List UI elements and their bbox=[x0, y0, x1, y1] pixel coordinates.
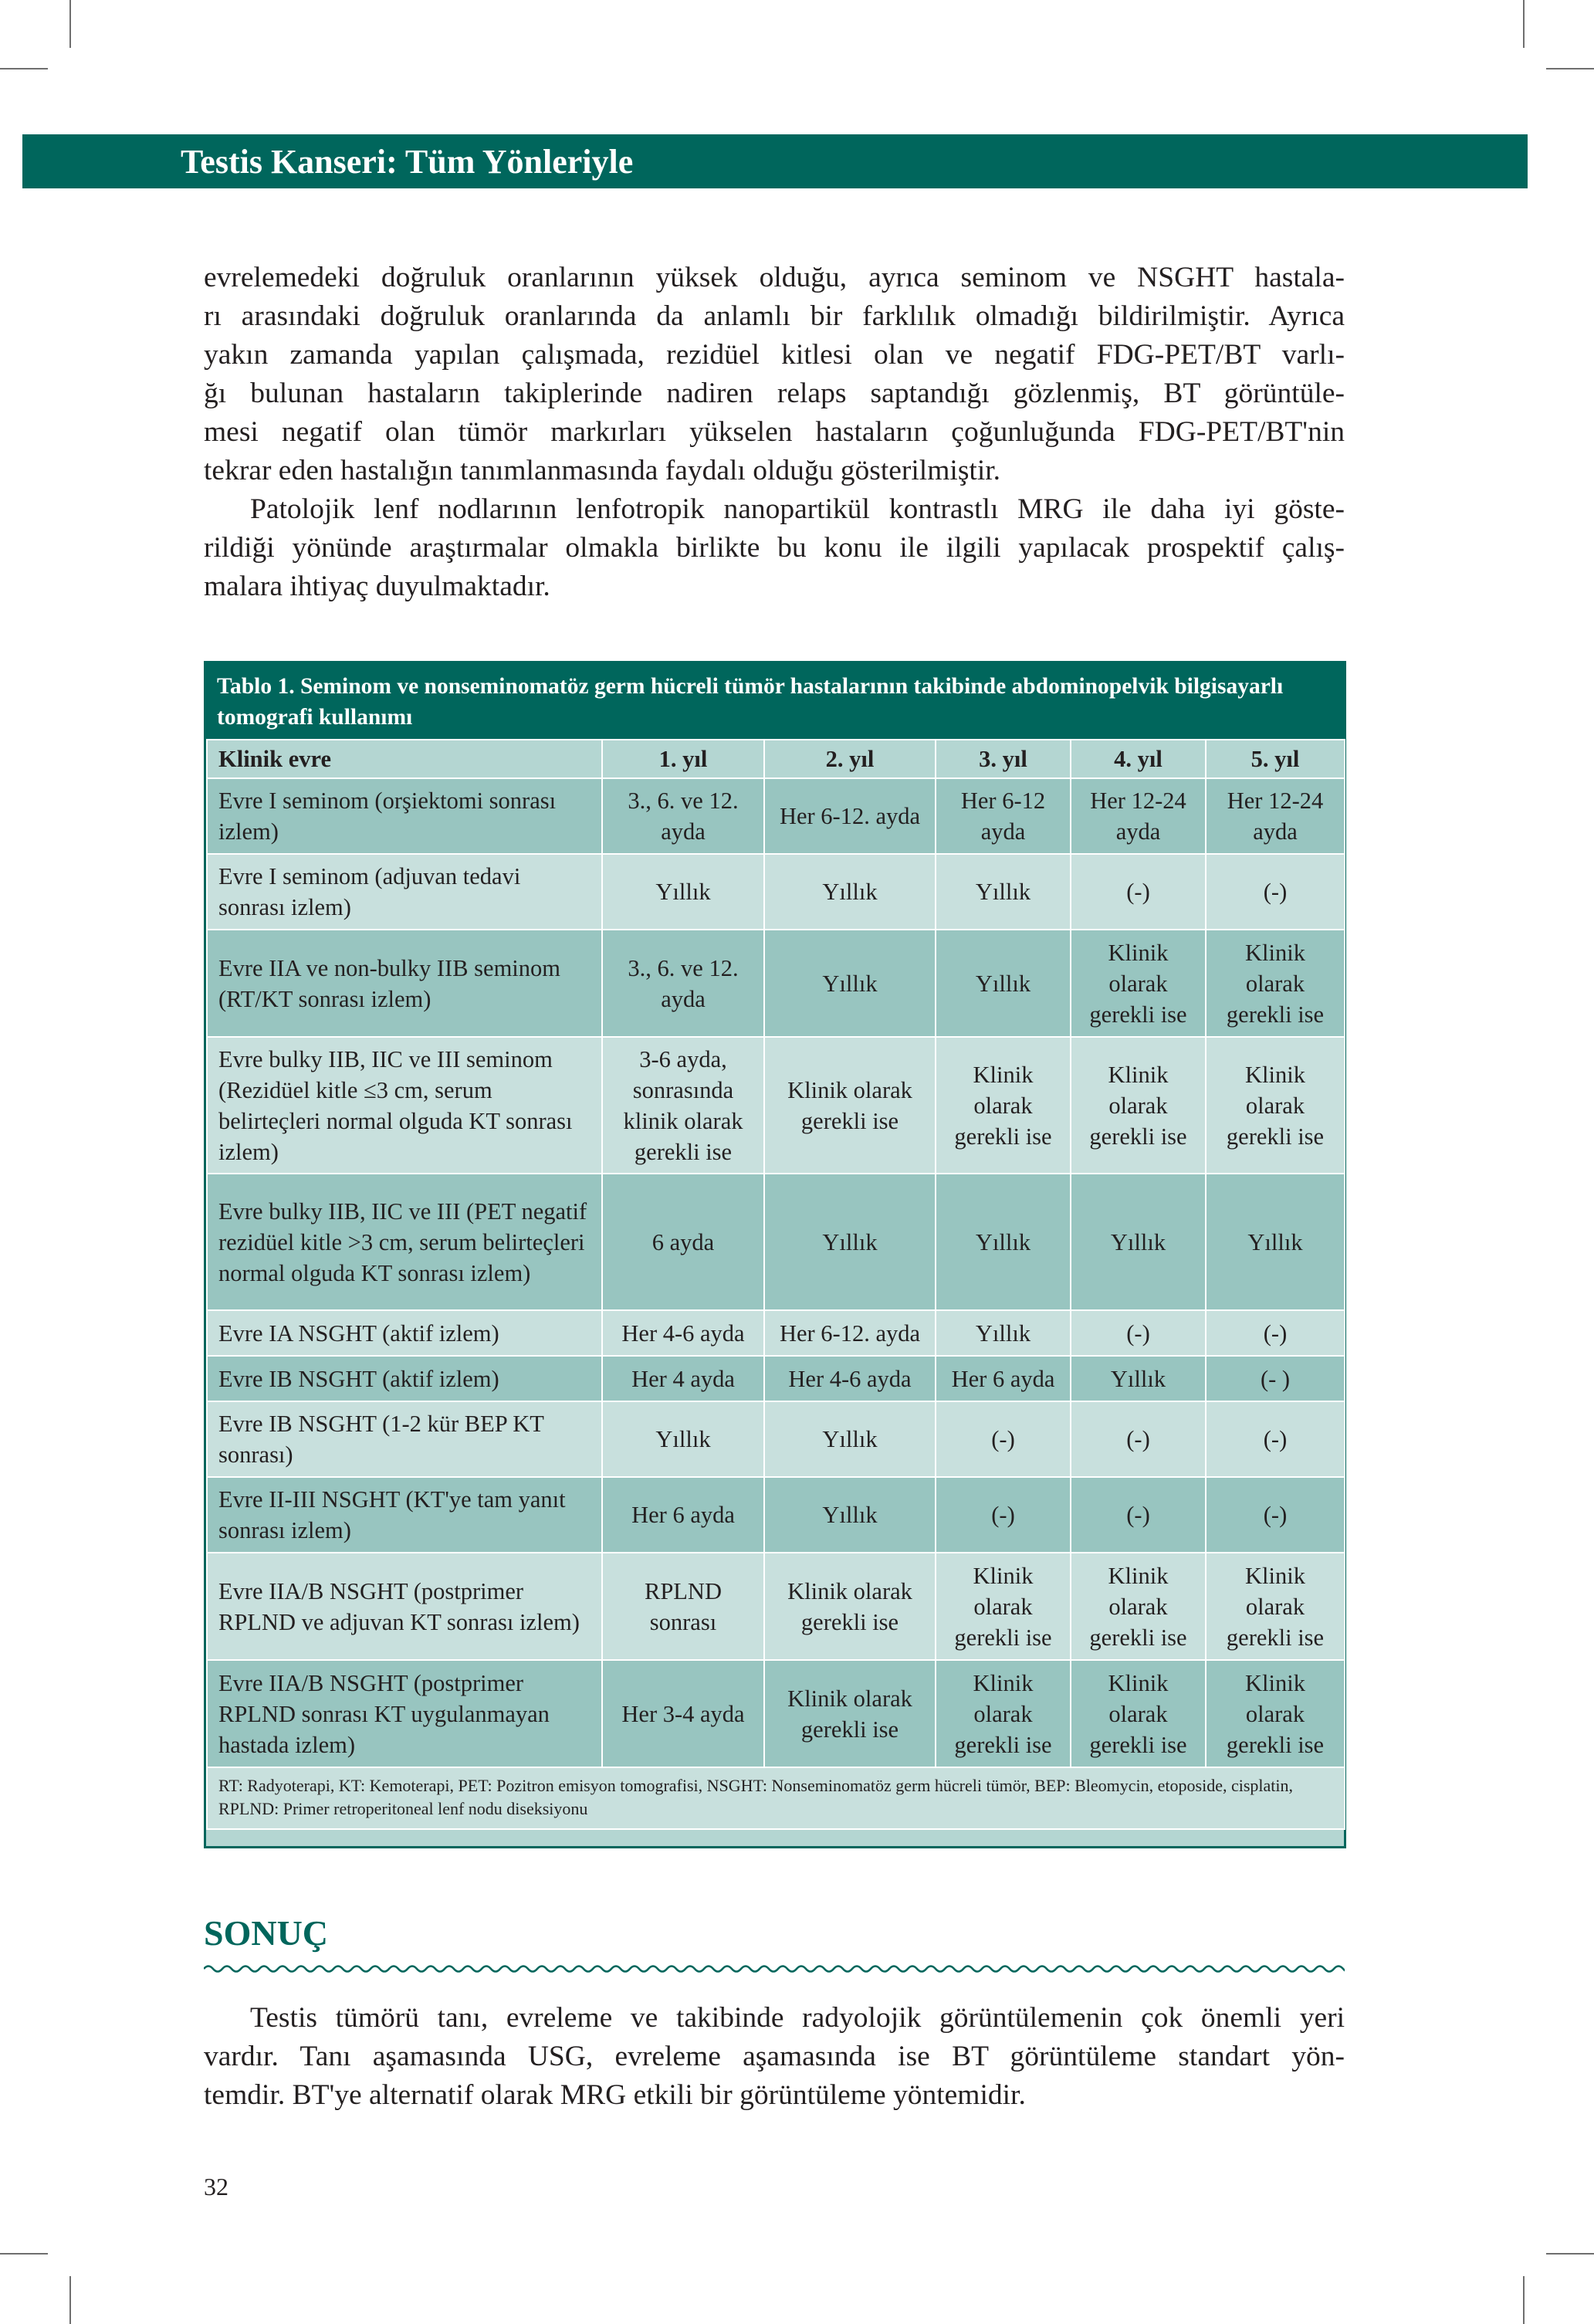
table-cell: Klinik olarak gerekli ise bbox=[1071, 1553, 1206, 1660]
table-cell: Evre I seminom (adjuvan tedavi sonrası izlem) bbox=[207, 854, 602, 930]
table-cell: Klinik olarak gerekli ise bbox=[936, 1660, 1071, 1767]
table-cell: 6 ayda bbox=[602, 1174, 764, 1310]
body-paragraph-3 bbox=[204, 1999, 1345, 2115]
crop-mark bbox=[69, 2276, 71, 2324]
table-cell: Yıllık bbox=[936, 1310, 1071, 1356]
table-cell: Yıllık bbox=[602, 1401, 764, 1477]
table-cell: Yıllık bbox=[602, 854, 764, 930]
table-cell: 3-6 ayda, sonrasında klinik olarak gerekli ise bbox=[602, 1037, 764, 1174]
table-cell: (-) bbox=[1206, 854, 1345, 930]
crop-mark bbox=[1546, 2253, 1594, 2255]
table-row bbox=[207, 1401, 1345, 1477]
table-cell: Klinik olarak gerekli ise bbox=[1206, 1553, 1345, 1660]
table-cell: Her 6 ayda bbox=[936, 1356, 1071, 1401]
table-row bbox=[207, 1660, 1345, 1767]
text-line: Testis tümörü tanı, evreleme ve takibinde radyolojik görüntülemenin çok önemli yeri bbox=[250, 2002, 1345, 2034]
text-line: ğı bulunan hastaların takiplerinde nadiren relaps saptandığı gözlenmiş, BT görüntüle- bbox=[204, 378, 1345, 409]
table-cell: Klinik olarak gerekli ise bbox=[1206, 1037, 1345, 1174]
table-cell: Klinik olarak gerekli ise bbox=[1206, 1660, 1345, 1767]
table-cell: Evre IA NSGHT (aktif izlem) bbox=[207, 1310, 602, 1356]
column-header: 5. yıl bbox=[1206, 740, 1345, 778]
table-cell: Yıllık bbox=[1206, 1174, 1345, 1310]
wavy-divider bbox=[204, 1961, 1345, 1977]
crop-mark bbox=[0, 2253, 48, 2255]
table-cell: Klinik olarak gerekli ise bbox=[764, 1037, 936, 1174]
table-cell: (-) bbox=[936, 1477, 1071, 1553]
table-row bbox=[207, 1174, 1345, 1310]
table-footnote-row bbox=[207, 1767, 1345, 1829]
table-cell: Klinik olarak gerekli ise bbox=[764, 1660, 936, 1767]
table-cell: 3., 6. ve 12. ayda bbox=[602, 930, 764, 1037]
table-cell: 3., 6. ve 12. ayda bbox=[602, 778, 764, 854]
text-line: rildiği yönünde araştırmalar olmakla birlikte bu konu ile ilgili yapılacak prospektif çalış- bbox=[204, 532, 1345, 564]
text-line: temdir. BT'ye alternatif olarak MRG etkili bir görüntüleme yöntemidir. bbox=[204, 2079, 1026, 2111]
table-cell: Her 4-6 ayda bbox=[764, 1356, 936, 1401]
table-row bbox=[207, 930, 1345, 1037]
table-cell: (-) bbox=[936, 1401, 1071, 1477]
table-cell: Evre IIA ve non-bulky IIB seminom (RT/KT sonrası izlem) bbox=[207, 930, 602, 1037]
table-cell: Her 4 ayda bbox=[602, 1356, 764, 1401]
table-cell: Her 6-12 ayda bbox=[936, 778, 1071, 854]
table-row bbox=[207, 854, 1345, 930]
table-cell: Yıllık bbox=[1071, 1174, 1206, 1310]
column-header: 1. yıl bbox=[602, 740, 764, 778]
table-cell: Yıllık bbox=[764, 1477, 936, 1553]
table-cell: (-) bbox=[1071, 854, 1206, 930]
table-cell: Evre II-III NSGHT (KT'ye tam yanıt sonrası izlem) bbox=[207, 1477, 602, 1553]
table-cell: Evre bulky IIB, IIC ve III (PET negatif rezidüel kitle >3 cm, serum belirteçleri normal olguda KT sonrası izlem) bbox=[207, 1174, 602, 1310]
table-row bbox=[207, 1310, 1345, 1356]
table-cell: (-) bbox=[1071, 1477, 1206, 1553]
table-cell: Yıllık bbox=[936, 930, 1071, 1037]
table-cell: Evre I seminom (orşiektomi sonrası izlem) bbox=[207, 778, 602, 854]
table-cell: Klinik olarak gerekli ise bbox=[1206, 930, 1345, 1037]
text-line: vardır. Tanı aşamasında USG, evreleme aşamasında ise BT görüntüleme standart yön- bbox=[204, 2041, 1345, 2072]
table-cell: (-) bbox=[1071, 1401, 1206, 1477]
table-cell: Her 6 ayda bbox=[602, 1477, 764, 1553]
table-cell: (- ) bbox=[1206, 1356, 1345, 1401]
table-cell: Yıllık bbox=[764, 1401, 936, 1477]
crop-mark bbox=[69, 0, 71, 48]
text-line: rı arasındaki doğruluk oranlarında da anlamlı bir farklılık olmadığı bildirilmiştir. Ayrıca bbox=[204, 300, 1345, 332]
table-cell: Evre IIA/B NSGHT (postprimer RPLND sonrası KT uygulanmayan hastada izlem) bbox=[207, 1660, 602, 1767]
table-cell: Yıllık bbox=[936, 1174, 1071, 1310]
data-table bbox=[206, 739, 1345, 1830]
table-cell: Klinik olarak gerekli ise bbox=[936, 1553, 1071, 1660]
crop-mark bbox=[1523, 0, 1525, 48]
text-line: Patolojik lenf nodlarının lenfotropik nanopartikül kontrastlı MRG ile daha iyi göste- bbox=[250, 493, 1345, 525]
table-header-row bbox=[207, 740, 1345, 778]
table-cell: Her 3-4 ayda bbox=[602, 1660, 764, 1767]
table-cell: Yıllık bbox=[764, 930, 936, 1037]
table-cell: (-) bbox=[1071, 1310, 1206, 1356]
table-cell: Klinik olarak gerekli ise bbox=[1071, 1037, 1206, 1174]
text-line: malara ihtiyaç duyulmaktadır. bbox=[204, 571, 550, 602]
table-cell: (-) bbox=[1206, 1477, 1345, 1553]
table-cell: Evre IB NSGHT (aktif izlem) bbox=[207, 1356, 602, 1401]
crop-mark bbox=[1523, 2276, 1525, 2324]
table-cell: Her 4-6 ayda bbox=[602, 1310, 764, 1356]
table-cell: Evre IIA/B NSGHT (postprimer RPLND ve adjuvan KT sonrası izlem) bbox=[207, 1553, 602, 1660]
table-cell: Yıllık bbox=[1071, 1356, 1206, 1401]
text-line: yakın zamanda yapılan çalışmada, rezidüel kitlesi olan ve negatif FDG-PET/BT varlı- bbox=[204, 339, 1345, 371]
body-paragraph-1 bbox=[204, 259, 1345, 490]
text-line: mesi negatif olan tümör markırları yükselen hastaların çoğunluğunda FDG-PET/BT'nin bbox=[204, 416, 1345, 448]
table-cell: Yıllık bbox=[764, 1174, 936, 1310]
section-heading: SONUÇ bbox=[204, 1913, 329, 1953]
table-cell: Yıllık bbox=[936, 854, 1071, 930]
body-paragraph-2 bbox=[204, 490, 1345, 606]
table-row bbox=[207, 778, 1345, 854]
table-1 bbox=[204, 661, 1346, 1848]
table-caption: Tablo 1. Seminom ve nonseminomatöz germ hücreli tümör hastalarının takibinde abdominopelvik bilgisayarlı tomografi kullanımı bbox=[206, 663, 1344, 739]
running-header: Testis Kanseri: Tüm Yönleriyle bbox=[181, 143, 634, 181]
table-cell: Evre bulky IIB, IIC ve III seminom (Rezidüel kitle ≤3 cm, serum belirteçleri normal olguda KT sonrası izlem) bbox=[207, 1037, 602, 1174]
table-cell: Her 6-12. ayda bbox=[764, 1310, 936, 1356]
table-cell: (-) bbox=[1206, 1310, 1345, 1356]
table-row bbox=[207, 1477, 1345, 1553]
table-row bbox=[207, 1037, 1345, 1174]
text-line: tekrar eden hastalığın tanımlanmasında faydalı olduğu gösterilmiştir. bbox=[204, 455, 1001, 486]
table-cell: RPLND sonrası bbox=[602, 1553, 764, 1660]
column-header: 4. yıl bbox=[1071, 740, 1206, 778]
table-cell: Her 12-24 ayda bbox=[1206, 778, 1345, 854]
table-cell: (-) bbox=[1206, 1401, 1345, 1477]
table-row bbox=[207, 1356, 1345, 1401]
table-cell: Klinik olarak gerekli ise bbox=[1071, 930, 1206, 1037]
table-cell: Evre IB NSGHT (1-2 kür BEP KT sonrası) bbox=[207, 1401, 602, 1477]
table-cell: Klinik olarak gerekli ise bbox=[936, 1037, 1071, 1174]
page-number: 32 bbox=[204, 2173, 228, 2200]
column-header: Klinik evre bbox=[207, 740, 602, 778]
column-header: 2. yıl bbox=[764, 740, 936, 778]
table-footnote: RT: Radyoterapi, KT: Kemoterapi, PET: Pozitron emisyon tomografisi, NSGHT: Nonseminomatöz germ hücreli tümör, BEP: Bleomycin, etoposide, cisplatin, RPLND: Primer retroperitoneal lenf nodu diseksiyonu bbox=[207, 1767, 1345, 1829]
crop-mark bbox=[1546, 68, 1594, 69]
crop-mark bbox=[0, 68, 48, 69]
text-line: evrelemedeki doğruluk oranlarının yüksek olduğu, ayrıca seminom ve NSGHT hastala- bbox=[204, 262, 1345, 293]
table-cell: Yıllık bbox=[764, 854, 936, 930]
table-cell: Klinik olarak gerekli ise bbox=[1071, 1660, 1206, 1767]
table-cell: Her 6-12. ayda bbox=[764, 778, 936, 854]
column-header: 3. yıl bbox=[936, 740, 1071, 778]
table-cell: Klinik olarak gerekli ise bbox=[764, 1553, 936, 1660]
table-row bbox=[207, 1553, 1345, 1660]
table-cell: Her 12-24 ayda bbox=[1071, 778, 1206, 854]
